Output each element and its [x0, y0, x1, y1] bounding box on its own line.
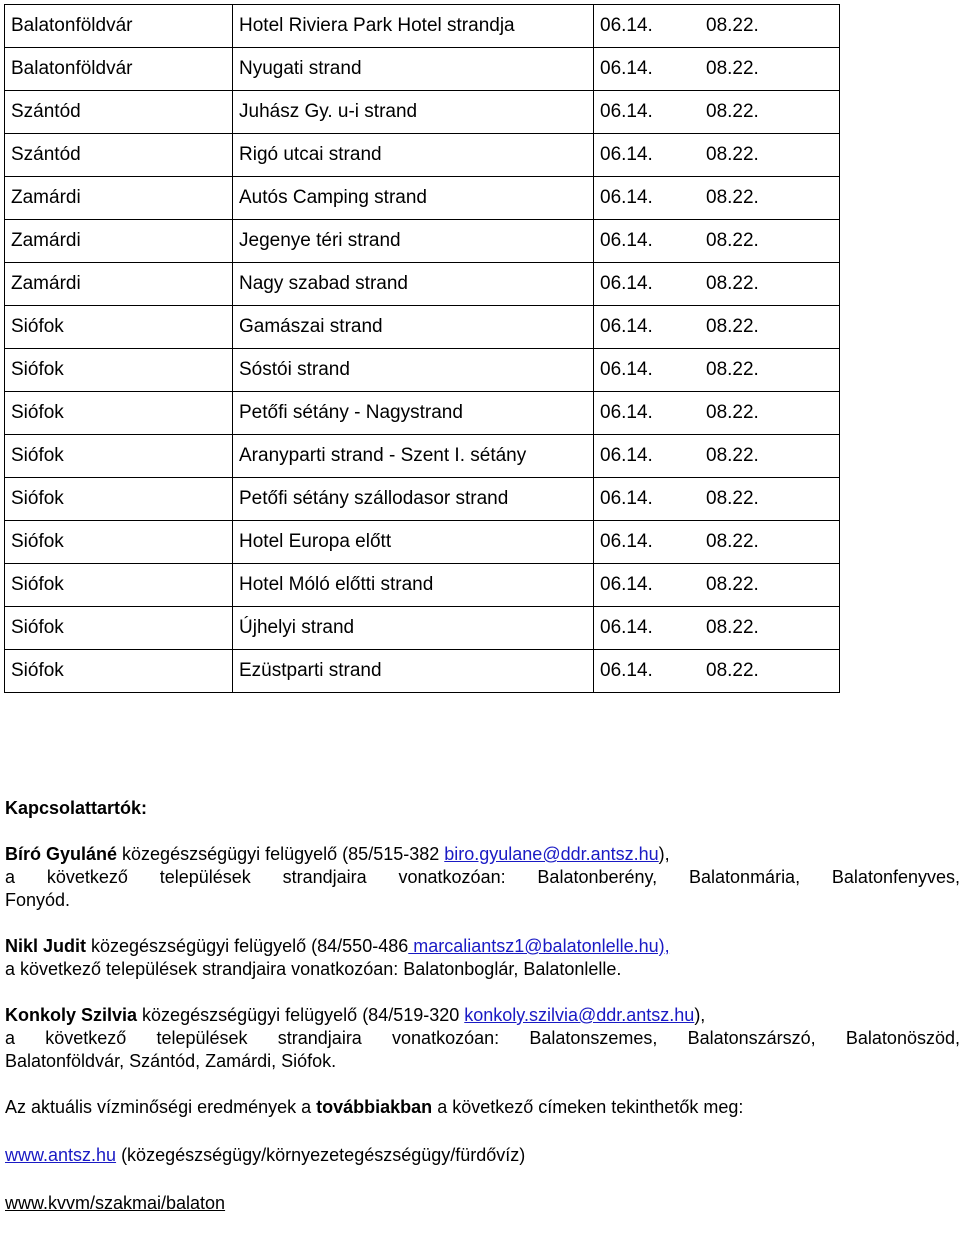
link-1-line	[5, 1144, 960, 1167]
end-date: 08.22.	[706, 101, 759, 122]
beach-cell: Petőfi sétány - Nagystrand	[233, 392, 594, 435]
dates-cell	[594, 5, 840, 48]
start-date: 06.14.	[600, 58, 653, 79]
dates-cell	[594, 392, 840, 435]
end-date: 08.22.	[706, 488, 759, 509]
start-date: 06.14.	[600, 574, 653, 595]
town-cell: Balatonföldvár	[5, 5, 233, 48]
contacts-section	[5, 797, 960, 1215]
beach-cell: Hotel Europa előtt	[233, 521, 594, 564]
beach-table	[4, 4, 840, 693]
end-date: 08.22.	[706, 617, 759, 638]
dates-cell	[594, 177, 840, 220]
results-post: a következő címeken tekinthetők meg:	[432, 1097, 744, 1117]
end-date: 08.22.	[706, 574, 759, 595]
table-row	[5, 521, 840, 564]
beach-cell: Nyugati strand	[233, 48, 594, 91]
dates-cell	[594, 263, 840, 306]
table-row	[5, 306, 840, 349]
town-cell: Siófok	[5, 478, 233, 521]
antsz-link[interactable]: www.antsz.hu	[5, 1145, 117, 1165]
table-row	[5, 607, 840, 650]
table-row	[5, 263, 840, 306]
dates-cell	[594, 91, 840, 134]
dates-cell	[594, 521, 840, 564]
contact-1-towns: a következő települések strandjaira vonatkozóan: Balatonberény, Balatonmária, Balatonfenyves,	[5, 867, 960, 887]
end-date: 08.22.	[706, 230, 759, 251]
end-date: 08.22.	[706, 402, 759, 423]
beach-cell: Jegenye téri strand	[233, 220, 594, 263]
contact-1-name: Bíró Gyuláné	[5, 844, 118, 864]
start-date: 06.14.	[600, 402, 653, 423]
town-cell: Szántód	[5, 91, 233, 134]
contact-1-email-link[interactable]: biro.gyulane@ddr.antsz.hu	[444, 844, 659, 864]
contact-3-name: Konkoly Szilvia	[5, 1005, 138, 1025]
contact-2-role: közegészségügyi felügyelő (84/550-486	[86, 936, 409, 956]
town-cell: Zamárdi	[5, 263, 233, 306]
beach-cell: Gamászai strand	[233, 306, 594, 349]
beach-cell: Hotel Riviera Park Hotel strandja	[233, 5, 594, 48]
dates-cell	[594, 650, 840, 693]
end-date: 08.22.	[706, 660, 759, 681]
start-date: 06.14.	[600, 230, 653, 251]
town-cell: Siófok	[5, 521, 233, 564]
end-date: 08.22.	[706, 187, 759, 208]
table-row	[5, 134, 840, 177]
table-row	[5, 91, 840, 134]
beach-table-body	[5, 5, 840, 693]
start-date: 06.14.	[600, 187, 653, 208]
table-row	[5, 435, 840, 478]
dates-cell	[594, 478, 840, 521]
town-cell: Siófok	[5, 306, 233, 349]
start-date: 06.14.	[600, 445, 653, 466]
start-date: 06.14.	[600, 144, 653, 165]
end-date: 08.22.	[706, 359, 759, 380]
table-row	[5, 220, 840, 263]
beach-cell: Ezüstparti strand	[233, 650, 594, 693]
dates-cell	[594, 306, 840, 349]
end-date: 08.22.	[706, 316, 759, 337]
town-cell: Szántód	[5, 134, 233, 177]
table-row	[5, 392, 840, 435]
contact-2	[5, 935, 960, 958]
end-date: 08.22.	[706, 531, 759, 552]
start-date: 06.14.	[600, 660, 653, 681]
contact-3	[5, 1004, 960, 1027]
town-cell: Siófok	[5, 650, 233, 693]
table-row	[5, 564, 840, 607]
end-date: 08.22.	[706, 273, 759, 294]
beach-cell: Hotel Móló előtti strand	[233, 564, 594, 607]
dates-cell	[594, 607, 840, 650]
town-cell: Balatonföldvár	[5, 48, 233, 91]
dates-cell	[594, 564, 840, 607]
dates-cell	[594, 435, 840, 478]
start-date: 06.14.	[600, 617, 653, 638]
dates-cell	[594, 48, 840, 91]
contact-3-towns: a következő települések strandjaira vonatkozóan: Balatonszemes, Balatonszárszó, Balatonöszöd,	[5, 1028, 960, 1048]
end-date: 08.22.	[706, 58, 759, 79]
contact-1-after: ),	[658, 844, 670, 864]
town-cell: Zamárdi	[5, 220, 233, 263]
end-date: 08.22.	[706, 15, 759, 36]
table-row	[5, 177, 840, 220]
link-2-line	[5, 1192, 960, 1215]
start-date: 06.14.	[600, 488, 653, 509]
contact-2-email-link[interactable]: marcaliantsz1@balatonlelle.hu),	[408, 936, 670, 956]
town-cell: Siófok	[5, 392, 233, 435]
contact-2-name: Nikl Judit	[5, 936, 87, 956]
beach-cell: Juhász Gy. u-i strand	[233, 91, 594, 134]
start-date: 06.14.	[600, 531, 653, 552]
table-row	[5, 478, 840, 521]
beach-cell: Petőfi sétány szállodasor strand	[233, 478, 594, 521]
contact-1-towns-cont: Fonyód.	[5, 890, 71, 910]
kvvm-link[interactable]: www.kvvm/szakmai/balaton	[5, 1193, 226, 1213]
start-date: 06.14.	[600, 101, 653, 122]
results-info	[5, 1096, 960, 1119]
contact-3-role: közegészségügyi felügyelő (84/519-320	[137, 1005, 465, 1025]
contacts-heading: Kapcsolattartók:	[5, 798, 148, 818]
antsz-link-desc: (közegészségügy/környezetegészségügy/fürdővíz)	[116, 1145, 526, 1165]
contact-1	[5, 843, 960, 866]
dates-cell	[594, 134, 840, 177]
beach-cell: Nagy szabad strand	[233, 263, 594, 306]
beach-cell: Rigó utcai strand	[233, 134, 594, 177]
start-date: 06.14.	[600, 273, 653, 294]
beach-cell: Autós Camping strand	[233, 177, 594, 220]
town-cell: Siófok	[5, 564, 233, 607]
contact-3-towns-cont: Balatonföldvár, Szántód, Zamárdi, Siófok.	[5, 1051, 337, 1071]
contact-3-email-link[interactable]: konkoly.szilvia@ddr.antsz.hu	[464, 1005, 695, 1025]
beach-cell: Újhelyi strand	[233, 607, 594, 650]
town-cell: Siófok	[5, 607, 233, 650]
contact-1-role: közegészségügyi felügyelő (85/515-382	[117, 844, 445, 864]
end-date: 08.22.	[706, 144, 759, 165]
town-cell: Zamárdi	[5, 177, 233, 220]
results-pre: Az aktuális vízminőségi eredmények a	[5, 1097, 317, 1117]
table-row	[5, 48, 840, 91]
contact-2-towns: a következő települések strandjaira vonatkozóan: Balatonboglár, Balatonlelle.	[5, 959, 622, 979]
beach-cell: Sóstói strand	[233, 349, 594, 392]
town-cell: Siófok	[5, 349, 233, 392]
end-date: 08.22.	[706, 445, 759, 466]
table-row	[5, 5, 840, 48]
dates-cell	[594, 220, 840, 263]
dates-cell	[594, 349, 840, 392]
results-bold: továbbiakban	[316, 1097, 433, 1117]
beach-cell: Aranyparti strand - Szent I. sétány	[233, 435, 594, 478]
start-date: 06.14.	[600, 15, 653, 36]
table-row	[5, 650, 840, 693]
table-row	[5, 349, 840, 392]
contact-3-after: ),	[694, 1005, 706, 1025]
town-cell: Siófok	[5, 435, 233, 478]
start-date: 06.14.	[600, 316, 653, 337]
start-date: 06.14.	[600, 359, 653, 380]
